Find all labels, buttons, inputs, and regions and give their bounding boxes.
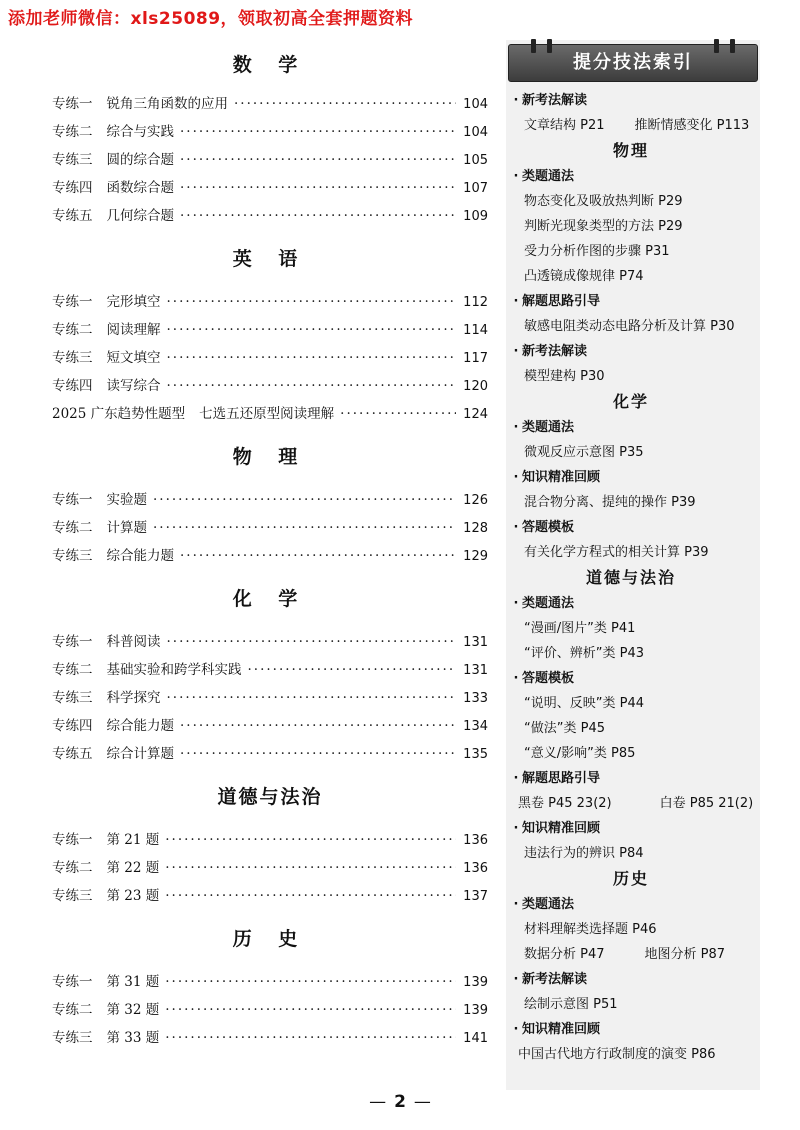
table-of-contents xyxy=(52,40,488,1052)
toc-page: 131 xyxy=(463,663,488,678)
index-category: · 知识精准回顾 xyxy=(510,816,752,841)
toc-page: 141 xyxy=(463,1031,488,1046)
dot-leader xyxy=(180,118,456,146)
toc-label: 专练三 xyxy=(52,152,93,168)
toc-label: 2025 广东趋势性题型 xyxy=(52,406,186,422)
bullet-dot-icon: · xyxy=(513,771,519,786)
dot-leader xyxy=(165,1024,456,1052)
binder-pin-icon xyxy=(714,39,719,53)
dot-leader xyxy=(167,288,457,316)
index-entry[interactable]: 模型建构 P30 xyxy=(524,369,605,384)
toc-topic: 读写综合 xyxy=(106,378,161,394)
index-entry[interactable]: “意义/影响”类 P85 xyxy=(524,746,636,761)
section-title-math: 数 学 xyxy=(232,54,308,76)
index-body xyxy=(506,86,760,1067)
toc-page: 112 xyxy=(463,295,488,310)
dot-leader xyxy=(165,996,456,1024)
toc-page: 128 xyxy=(463,521,488,536)
bullet-dot-icon: · xyxy=(513,470,519,485)
toc-topic: 第 33 题 xyxy=(106,1030,160,1046)
bullet-dot-icon: · xyxy=(513,169,519,184)
bullet-dot-icon: · xyxy=(513,93,519,108)
toc-label: 专练二 xyxy=(52,322,93,338)
toc-label: 专练三 xyxy=(52,690,93,706)
toc-row[interactable] xyxy=(52,372,488,400)
dot-leader xyxy=(153,514,456,542)
toc-page: 109 xyxy=(463,209,488,224)
index-category: · 知识精准回顾 xyxy=(510,465,752,490)
toc-page: 124 xyxy=(463,407,488,422)
index-entry[interactable]: “漫画/图片”类 P41 xyxy=(524,621,636,636)
index-entry[interactable]: 微观反应示意图 P35 xyxy=(524,445,644,460)
dot-leader xyxy=(180,202,456,230)
toc-page: 117 xyxy=(463,351,488,366)
toc-topic: 第 21 题 xyxy=(106,832,160,848)
index-entry[interactable]: 数据分析 P47 地图分析 P87 xyxy=(524,947,726,962)
technique-index-panel xyxy=(506,40,760,1090)
toc-topic: 几何综合题 xyxy=(106,208,174,224)
dot-leader xyxy=(234,90,456,118)
index-header-title: 提分技法索引 xyxy=(573,52,693,73)
index-entry[interactable]: 凸透镜成像规律 P74 xyxy=(524,269,644,284)
toc-topic: 计算题 xyxy=(106,520,147,536)
toc-row[interactable] xyxy=(52,90,488,118)
toc-row[interactable] xyxy=(52,118,488,146)
toc-page: 136 xyxy=(463,861,488,876)
toc-label: 专练二 xyxy=(52,662,93,678)
toc-row[interactable] xyxy=(52,514,488,542)
index-entry[interactable]: “评价、辨析”类 P43 xyxy=(524,646,644,661)
index-category: · 解题思路引导 xyxy=(510,289,752,314)
toc-row[interactable] xyxy=(52,400,488,428)
toc-page: 129 xyxy=(463,549,488,564)
bullet-dot-icon: · xyxy=(513,1022,519,1037)
index-category: · 类题通法 xyxy=(510,591,752,616)
toc-row[interactable] xyxy=(52,146,488,174)
index-subject-morality-law: 道德与法治 xyxy=(585,568,676,587)
index-category: · 新考法解读 xyxy=(510,88,752,113)
toc-page: 134 xyxy=(463,719,488,734)
binder-pin-icon xyxy=(547,39,552,53)
page-number-value: 2 xyxy=(394,1092,406,1112)
bullet-dot-icon: · xyxy=(513,821,519,836)
toc-row[interactable] xyxy=(52,486,488,514)
bullet-dot-icon: · xyxy=(513,596,519,611)
toc-row[interactable] xyxy=(52,202,488,230)
index-entry[interactable]: 材料理解类选择题 P46 xyxy=(524,922,657,937)
section-title-english: 英 语 xyxy=(232,248,308,270)
toc-topic: 综合计算题 xyxy=(106,746,174,762)
toc-topic: 科学探究 xyxy=(106,690,161,706)
toc-page: 105 xyxy=(463,153,488,168)
toc-row[interactable] xyxy=(52,656,488,684)
dash-left: — xyxy=(369,1092,387,1112)
toc-label: 专练一 xyxy=(52,634,93,650)
toc-topic: 基础实验和跨学科实践 xyxy=(106,662,242,678)
section-title-physics: 物 理 xyxy=(232,446,308,468)
index-category: · 新考法解读 xyxy=(510,339,752,364)
dot-leader xyxy=(153,486,456,514)
index-entry[interactable]: 判断光现象类型的方法 P29 xyxy=(524,219,683,234)
toc-row[interactable] xyxy=(52,174,488,202)
index-category: · 答题模板 xyxy=(510,515,752,540)
section-title-morality-law: 道德与法治 xyxy=(217,786,323,808)
index-category: · 类题通法 xyxy=(510,892,752,917)
toc-row[interactable] xyxy=(52,854,488,882)
toc-label: 专练一 xyxy=(52,96,93,112)
dot-leader xyxy=(167,628,457,656)
toc-row[interactable] xyxy=(52,542,488,570)
binder-pin-icon xyxy=(730,39,735,53)
toc-row[interactable] xyxy=(52,740,488,768)
toc-topic: 第 22 题 xyxy=(106,860,160,876)
dot-leader xyxy=(180,712,456,740)
toc-page: 104 xyxy=(463,97,488,112)
binder-pin-icon xyxy=(531,39,536,53)
toc-row[interactable] xyxy=(52,826,488,854)
index-category: · 知识精准回顾 xyxy=(510,1017,752,1042)
toc-topic: 科普阅读 xyxy=(106,634,161,650)
toc-page: 114 xyxy=(463,323,488,338)
toc-page: 120 xyxy=(463,379,488,394)
toc-page: 135 xyxy=(463,747,488,762)
dot-leader xyxy=(340,400,456,428)
toc-topic: 第 31 题 xyxy=(106,974,160,990)
dot-leader xyxy=(167,372,457,400)
index-subject-history: 历史 xyxy=(612,869,649,888)
toc-page: 107 xyxy=(463,181,488,196)
index-entry[interactable]: 敏感电阻类动态电路分析及计算 P30 xyxy=(524,319,735,334)
bullet-dot-icon: · xyxy=(513,897,519,912)
toc-label: 专练四 xyxy=(52,180,93,196)
toc-topic: 短文填空 xyxy=(106,350,161,366)
dot-leader xyxy=(165,854,456,882)
dot-leader xyxy=(165,882,456,910)
index-entry[interactable]: 物态变化及吸放热判断 P29 xyxy=(524,194,683,209)
toc-page: 126 xyxy=(463,493,488,508)
toc-page: 139 xyxy=(463,975,488,990)
index-entry[interactable]: 绘制示意图 P51 xyxy=(524,997,618,1012)
toc-topic: 锐角三角函数的应用 xyxy=(106,96,228,112)
index-entry[interactable]: 违法行为的辨识 P84 xyxy=(524,846,644,861)
toc-label: 专练四 xyxy=(52,378,93,394)
toc-topic: 圆的综合题 xyxy=(106,152,174,168)
toc-page: 139 xyxy=(463,1003,488,1018)
index-category: · 答题模板 xyxy=(510,666,752,691)
toc-label: 专练一 xyxy=(52,492,93,508)
section-title-chemistry: 化 学 xyxy=(232,588,308,610)
toc-topic: 综合能力题 xyxy=(106,718,174,734)
toc-label: 专练二 xyxy=(52,520,93,536)
promo-banner: 添加老师微信：xls25089，领取初高全套押题资料 xyxy=(8,9,414,29)
index-category: · 类题通法 xyxy=(510,415,752,440)
toc-row[interactable] xyxy=(52,316,488,344)
bullet-dot-icon: · xyxy=(513,972,519,987)
index-subject-physics: 物理 xyxy=(612,141,649,160)
index-entry[interactable]: 有关化学方程式的相关计算 P39 xyxy=(524,545,709,560)
toc-topic: 完形填空 xyxy=(106,294,161,310)
toc-row[interactable] xyxy=(52,684,488,712)
toc-row[interactable] xyxy=(52,1024,488,1052)
toc-row[interactable] xyxy=(52,628,488,656)
toc-page: 104 xyxy=(463,125,488,140)
toc-label: 专练一 xyxy=(52,294,93,310)
page-number xyxy=(0,1092,800,1112)
toc-label: 专练二 xyxy=(52,1002,93,1018)
toc-row[interactable] xyxy=(52,288,488,316)
toc-label: 专练一 xyxy=(52,974,93,990)
toc-topic: 函数综合题 xyxy=(106,180,174,196)
index-entry[interactable]: 黑卷 P45 23(2) 白卷 P85 21(2) xyxy=(518,796,754,811)
dash-right: — xyxy=(413,1092,431,1112)
toc-label: 专练三 xyxy=(52,350,93,366)
toc-page: 137 xyxy=(463,889,488,904)
dot-leader xyxy=(180,542,456,570)
bullet-dot-icon: · xyxy=(513,420,519,435)
toc-topic: 实验题 xyxy=(106,492,147,508)
bullet-dot-icon: · xyxy=(513,520,519,535)
dot-leader xyxy=(180,174,456,202)
dot-leader xyxy=(165,968,456,996)
toc-row[interactable] xyxy=(52,996,488,1024)
dot-leader xyxy=(180,740,456,768)
toc-label: 专练二 xyxy=(52,124,93,140)
dot-leader xyxy=(165,826,456,854)
index-category: · 类题通法 xyxy=(510,164,752,189)
toc-topic: 综合与实践 xyxy=(106,124,174,140)
toc-label: 专练一 xyxy=(52,832,93,848)
index-entry[interactable]: “做法”类 P45 xyxy=(524,721,605,736)
bullet-dot-icon: · xyxy=(513,344,519,359)
toc-topic: 第 23 题 xyxy=(106,888,160,904)
toc-row[interactable] xyxy=(52,712,488,740)
toc-page: 131 xyxy=(463,635,488,650)
index-entry[interactable]: “说明、反映”类 P44 xyxy=(524,696,644,711)
dot-leader xyxy=(167,344,457,372)
index-subject-chemistry: 化学 xyxy=(612,392,649,411)
toc-label: 专练四 xyxy=(52,718,93,734)
toc-topic: 七选五还原型阅读理解 xyxy=(199,406,335,422)
section-title-history: 历 史 xyxy=(232,928,308,950)
index-entry[interactable]: 混合物分离、提纯的操作 P39 xyxy=(524,495,696,510)
index-category: · 新考法解读 xyxy=(510,967,752,992)
bullet-dot-icon: · xyxy=(513,671,519,686)
dot-leader xyxy=(167,316,457,344)
toc-topic: 综合能力题 xyxy=(106,548,174,564)
toc-topic: 阅读理解 xyxy=(106,322,161,338)
toc-row[interactable] xyxy=(52,968,488,996)
index-entry[interactable]: 文章结构 P21 推断情感变化 P113 xyxy=(524,118,750,133)
toc-label: 专练五 xyxy=(52,746,93,762)
index-category: · 解题思路引导 xyxy=(510,766,752,791)
toc-row[interactable] xyxy=(52,882,488,910)
toc-label: 专练五 xyxy=(52,208,93,224)
toc-page: 133 xyxy=(463,691,488,706)
toc-page: 136 xyxy=(463,833,488,848)
toc-label: 专练三 xyxy=(52,548,93,564)
index-entry[interactable]: 中国古代地方行政制度的演变 P86 xyxy=(518,1047,716,1062)
index-header xyxy=(508,44,758,82)
toc-label: 专练二 xyxy=(52,860,93,876)
toc-row[interactable] xyxy=(52,344,488,372)
dot-leader xyxy=(248,656,457,684)
toc-topic: 第 32 题 xyxy=(106,1002,160,1018)
toc-label: 专练三 xyxy=(52,1030,93,1046)
dot-leader xyxy=(167,684,457,712)
dot-leader xyxy=(180,146,456,174)
toc-label: 专练三 xyxy=(52,888,93,904)
bullet-dot-icon: · xyxy=(513,294,519,309)
index-entry[interactable]: 受力分析作图的步骤 P31 xyxy=(524,244,670,259)
